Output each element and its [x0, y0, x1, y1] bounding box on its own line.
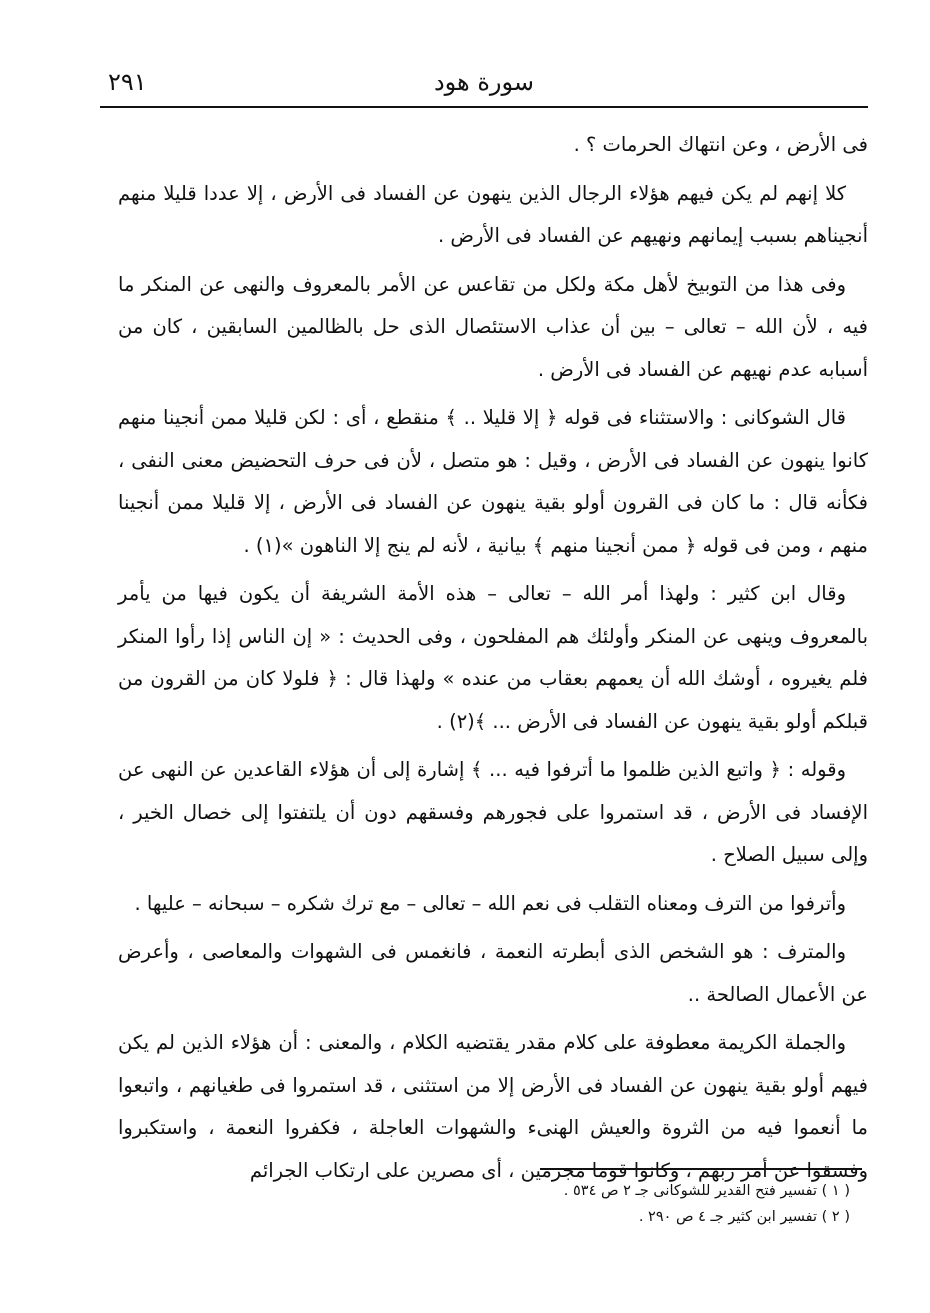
paragraph: وقال ابن كثير : ولهذا أمر الله – تعالى – هذه الأمة الشريفة أن يكون فيها من يأمر بالمعروف وينهى عن المنكر وأولئك هم المفلحون ، وفى الحديث : « إن الناس إذا رأوا المنكر فلم يغيروه ، أوشك الله أن يعمهم بعقاب من عنده » ولهذا قال : ﴿ فلولا كان من القرون من قبلكم أولو بقية ينهون عن الفساد فى الأرض ... ﴾(٢) . — [118, 582, 868, 733]
footnote: ( ١ ) تفسير فتح القدير للشوكانى جـ ٢ ص ٥٣٤ . — [563, 1183, 850, 1199]
footnotes — [300, 1178, 850, 1230]
main-text — [118, 124, 868, 1198]
running-title: سورة هود — [433, 68, 535, 96]
paragraph: وفى هذا من التوبيخ لأهل مكة ولكل من تقاعس عن الأمر بالمعروف والنهى عن المنكر ما فيه ، لأن الله – تعالى – بين أن عذاب الاستئصال الذى حل بالظالمين السابقين ، كان من أسبابه عدم نهيهم عن الفساد فى الأرض . — [118, 272, 868, 381]
footnote-divider — [540, 1168, 862, 1170]
paragraph: قال الشوكانى : والاستثناء فى قوله ﴿ إلا قليلا .. ﴾ منقطع ، أى : لكن قليلا ممن أنجينا منهم كانوا ينهون عن الفساد فى الأرض ، وقيل : هو متصل ، لأن فى حرف التحضيض معنى النفى ، فكأنه قال : ما كان فى القرون أولو بقية ينهون عن الفساد فى الأرض ، إلا قليلا ممن أنجينا منهم ، ومن فى قوله ﴿ ممن أنجينا منهم ﴾ بيانية ، لأنه لم ينج إلا الناهون »(١) . — [118, 406, 868, 557]
paragraph: كلا إنهم لم يكن فيهم هؤلاء الرجال الذين ينهون عن الفساد فى الأرض ، إلا عددا قليلا منهم أنجيناهم بسبب إيمانهم ونهيهم عن الفساد فى الأرض . — [118, 181, 868, 247]
paragraph: فى الأرض ، وعن انتهاك الحرمات ؟ . — [573, 133, 868, 156]
paragraph: والجملة الكريمة معطوفة على كلام مقدر يقتضيه الكلام ، والمعنى : أن هؤلاء الذين لم يكن فيهم أولو بقية ينهون عن الفساد فى الأرض إلا من استثنى ، قد استمروا فى طغيانهم ، واتبعوا ما أنعموا فيه من الثروة والعيش الهنىء والشهوات العاجلة ، فكفروا النعمة ، واستكبروا وفسقوا عن أمر ربهم ، وكانوا قوما مجرمين ، أى مصرين على ارتكاب الجرائم — [118, 1031, 868, 1182]
footnote: ( ٢ ) تفسير ابن كثير جـ ٤ ص ٢٩٠ . — [638, 1209, 850, 1225]
paragraph: والمترف : هو الشخص الذى أبطرته النعمة ، فانغمس فى الشهوات والمعاصى ، وأعرض عن الأعمال الصالحة .. — [118, 940, 868, 1006]
page-header — [100, 62, 868, 108]
paragraph: وأترفوا من الترف ومعناه التقلب فى نعم الله – تعالى – مع ترك شكره – سبحانه – عليها . — [134, 891, 846, 915]
paragraph: وقوله : ﴿ واتبع الذين ظلموا ما أترفوا فيه ... ﴾ إشارة إلى أن هؤلاء القاعدين عن النهى عن الإفساد فى الأرض ، قد استمروا على فجورهم وفسقهم دون أن يلتفتوا إلى خصال الخير ، وإلى سبيل الصلاح . — [118, 758, 868, 866]
page-number: ٢٩١ — [108, 68, 147, 96]
